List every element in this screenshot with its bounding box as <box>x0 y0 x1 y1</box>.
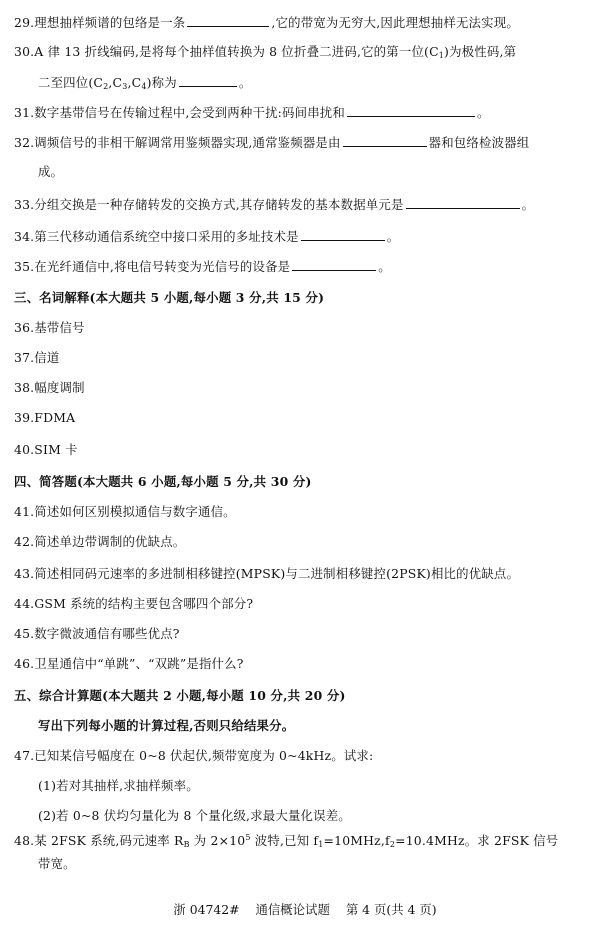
answer-blank-33[interactable] <box>406 196 520 209</box>
exam-title: 通信概论试题 <box>255 902 330 917</box>
question-30: 30.A 律 13 折线编码,是将每个抽样值转换为 8 位折叠二进码,它的第一位$(C_1)$为极性码,第 <box>14 44 517 60</box>
answer-blank-29[interactable] <box>187 14 269 27</box>
question-46: 46.卫星通信中“单跳”、“双跳”是指什么? <box>14 656 244 671</box>
section-3-heading: 三、名词解释(本大题共 5 小题,每小题 3 分,共 15 分) <box>14 290 325 305</box>
question-40: 40.SIM 卡 <box>14 442 78 457</box>
question-32-continued: 成。 <box>38 164 64 179</box>
question-47-part-1: (1)若对其抽样,求抽样频率。 <box>38 778 199 793</box>
question-36: 36.基带信号 <box>14 320 85 335</box>
question-48-continued: 带宽。 <box>38 856 76 871</box>
question-33: 33.分组交换是一种存储转发的交换方式,其存储转发的基本数据单元是 。 <box>14 197 535 212</box>
section-5-instruction: 写出下列每小题的计算过程,否则只给结果分。 <box>38 718 295 733</box>
question-45: 45.数字微波通信有哪些优点? <box>14 626 180 641</box>
question-37: 37.信道 <box>14 350 60 365</box>
question-34: 34.第三代移动通信系统空中接口采用的多址技术是 。 <box>14 229 400 244</box>
question-43: 43.简述相同码元速率的多进制相移键控(MPSK)与二进制相移键控(2PSK)相比的优缺点。 <box>14 566 520 581</box>
exam-code: 浙 04742# <box>173 902 240 917</box>
question-47: 47.已知某信号幅度在 0~8 伏起伏,频带宽度为 0~4kHz。试求: <box>14 748 374 763</box>
question-30-continued: 二至四位$(C_2,C_3,C_4)$称为 。 <box>38 75 252 91</box>
question-31: 31.数字基带信号在传输过程中,会受到两种干扰:码间串扰和 。 <box>14 105 490 120</box>
answer-blank-30[interactable] <box>179 74 237 87</box>
answer-blank-31[interactable] <box>347 104 475 117</box>
question-38: 38.幅度调制 <box>14 380 85 395</box>
question-29: 29.理想抽样频谱的包络是一条 ,它的带宽为无穷大,因此理想抽样无法实现。 <box>14 15 519 30</box>
section-4-heading: 四、简答题(本大题共 6 小题,每小题 5 分,共 30 分) <box>14 474 312 489</box>
answer-blank-34[interactable] <box>301 228 385 241</box>
page-footer <box>0 902 610 918</box>
answer-blank-32[interactable] <box>343 134 427 147</box>
page-number: 第 4 页(共 4 页) <box>345 902 437 917</box>
question-42: 42.简述单边带调制的优缺点。 <box>14 534 186 549</box>
question-39: 39.FDMA <box>14 410 76 425</box>
question-44: 44.GSM 系统的结构主要包含哪四个部分? <box>14 596 254 611</box>
answer-blank-35[interactable] <box>292 258 376 271</box>
question-48: 48.某 2FSK 系统,码元速率 $R_B$ 为 $2\times 10^5$ 波特,已知 $f_1=10MHz,f_2=10.4MHz$。求 2FSK 信号 <box>14 833 559 849</box>
question-32: 32.调频信号的非相干解调常用鉴频器实现,通常鉴频器是由 器和包络检波器组 <box>14 135 530 150</box>
section-5-heading: 五、综合计算题(本大题共 2 小题,每小题 10 分,共 20 分) <box>14 688 346 703</box>
question-35: 35.在光纤通信中,将电信号转变为光信号的设备是 。 <box>14 259 391 274</box>
question-41: 41.简述如何区别模拟通信与数字通信。 <box>14 504 236 519</box>
question-47-part-2: (2)若 0~8 伏均匀量化为 8 个量化级,求最大量化误差。 <box>38 808 351 823</box>
